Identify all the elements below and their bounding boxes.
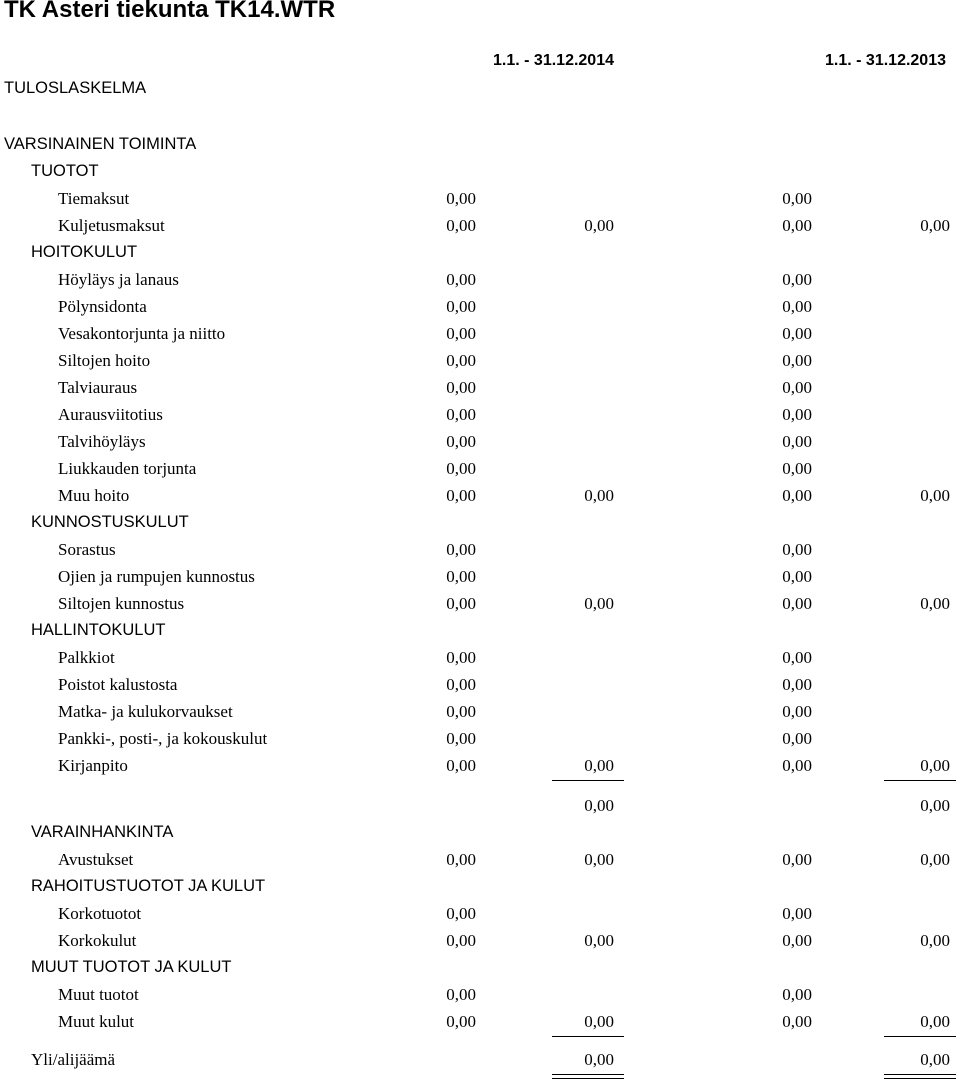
line-item-label: Tiemaksut xyxy=(58,189,130,208)
line-item-row xyxy=(0,698,960,725)
amount-2014-detail: 0,00 xyxy=(446,459,476,478)
amount-2013-detail: 0,00 xyxy=(782,189,812,208)
amount-2013-detail: 0,00 xyxy=(782,297,812,316)
section-heading: HALLINTOKULUT xyxy=(31,621,166,639)
amount-2014-detail: 0,00 xyxy=(446,486,476,505)
amount-2013-detail: 0,00 xyxy=(782,702,812,721)
line-item-label: Höyläys ja lanaus xyxy=(58,270,179,289)
section-heading-row xyxy=(0,131,960,158)
amount-2014-subtotal: 0,00 xyxy=(584,756,614,775)
section-heading-row xyxy=(0,819,960,846)
statement-title-row xyxy=(0,75,960,102)
amount-2013-detail: 0,00 xyxy=(782,985,812,1004)
amount-2013-detail: 0,00 xyxy=(782,405,812,424)
line-item-label: Talviauraus xyxy=(58,378,138,397)
amount-2014-subtotal: 0,00 xyxy=(584,594,614,613)
total-double-rule xyxy=(552,1078,624,1079)
line-item-label: Muut tuotot xyxy=(58,985,139,1004)
amount-2014-detail: 0,00 xyxy=(446,931,476,950)
amount-2013-detail: 0,00 xyxy=(782,324,812,343)
amount-2013-subtotal: 0,00 xyxy=(920,796,950,815)
line-item-row xyxy=(0,644,960,671)
line-item-row xyxy=(0,347,960,374)
line-item-label: Liukkauden torjunta xyxy=(58,459,197,478)
amount-2013-detail: 0,00 xyxy=(782,648,812,667)
amount-2013-subtotal: 0,00 xyxy=(920,850,950,869)
period-header-2013: 1.1. - 31.12.2013 xyxy=(825,52,946,69)
line-item-row xyxy=(0,563,960,590)
amount-2014-detail: 0,00 xyxy=(446,904,476,923)
amount-2014-detail: 0,00 xyxy=(446,648,476,667)
line-item-label: Ojien ja rumpujen kunnostus xyxy=(58,567,255,586)
amount-2014-detail: 0,00 xyxy=(446,567,476,586)
line-item-row xyxy=(0,846,960,873)
amount-2014-subtotal: 0,00 xyxy=(584,216,614,235)
section-heading-row xyxy=(0,954,960,981)
amount-2013-detail: 0,00 xyxy=(782,270,812,289)
amount-2013-detail: 0,00 xyxy=(782,675,812,694)
amount-2013-subtotal: 0,00 xyxy=(920,756,950,775)
line-item-row xyxy=(0,900,960,927)
amount-2013-detail: 0,00 xyxy=(782,378,812,397)
period-header-2014: 1.1. - 31.12.2014 xyxy=(493,52,614,69)
amount-2014-detail: 0,00 xyxy=(446,216,476,235)
amount-2014-detail: 0,00 xyxy=(446,702,476,721)
line-item-row xyxy=(0,752,960,779)
subtotal-rule xyxy=(552,1074,624,1075)
amount-2013-detail: 0,00 xyxy=(782,459,812,478)
amount-2014-detail: 0,00 xyxy=(446,985,476,1004)
subtotal-rule xyxy=(552,780,624,781)
line-item-label: Muut kulut xyxy=(58,1012,135,1031)
amount-2014-detail: 0,00 xyxy=(446,540,476,559)
amount-2014-detail: 0,00 xyxy=(446,594,476,613)
amount-2013-subtotal: 0,00 xyxy=(920,594,950,613)
amount-2014-detail: 0,00 xyxy=(446,351,476,370)
line-item-row xyxy=(0,401,960,428)
amount-2013-subtotal: 0,00 xyxy=(920,216,950,235)
line-item-label: Matka- ja kulukorvaukset xyxy=(58,702,233,721)
amount-2014-detail: 0,00 xyxy=(446,675,476,694)
amount-2014-detail: 0,00 xyxy=(446,405,476,424)
line-item-row xyxy=(0,981,960,1008)
amount-2013-detail: 0,00 xyxy=(782,432,812,451)
subtotal-rule xyxy=(552,1036,624,1037)
line-item-label: Talvihöyläys xyxy=(58,432,146,451)
amount-2013-detail: 0,00 xyxy=(782,540,812,559)
amount-2013-detail: 0,00 xyxy=(782,486,812,505)
section-heading: VARSINAINEN TOIMINTA xyxy=(4,135,197,153)
line-item-label: Kirjanpito xyxy=(58,756,128,775)
line-item-row xyxy=(0,374,960,401)
subtotal-rule xyxy=(884,1036,956,1037)
line-item-row xyxy=(0,1008,960,1035)
line-item-label: Sorastus xyxy=(58,540,116,559)
section-heading: KUNNOSTUSKULUT xyxy=(31,513,189,531)
line-item-label: Yli/alijäämä xyxy=(31,1050,116,1069)
line-item-row xyxy=(0,320,960,347)
amount-2013-subtotal: 0,00 xyxy=(920,1050,950,1069)
line-item-label: Pankki-, posti-, ja kokouskulut xyxy=(58,729,268,748)
subtotal-rule xyxy=(884,780,956,781)
line-item-row xyxy=(0,266,960,293)
line-item-label: Kuljetusmaksut xyxy=(58,216,165,235)
amount-2013-detail: 0,00 xyxy=(782,729,812,748)
line-item-row xyxy=(0,725,960,752)
line-item-row xyxy=(0,536,960,563)
section-heading: MUUT TUOTOT JA KULUT xyxy=(31,958,232,976)
amount-2014-subtotal: 0,00 xyxy=(584,1050,614,1069)
amount-2013-subtotal: 0,00 xyxy=(920,931,950,950)
line-item-label: Pölynsidonta xyxy=(58,297,147,316)
section-heading: VARAINHANKINTA xyxy=(31,823,174,841)
statement-title: TULOSLASKELMA xyxy=(4,79,147,97)
document-title: TK Asteri tiekunta TK14.WTR xyxy=(4,0,336,23)
amount-2014-subtotal: 0,00 xyxy=(584,850,614,869)
amount-2013-detail: 0,00 xyxy=(782,567,812,586)
line-item-row xyxy=(0,792,960,819)
amount-2014-detail: 0,00 xyxy=(446,324,476,343)
line-item-label: Avustukset xyxy=(58,850,134,869)
amount-2014-subtotal: 0,00 xyxy=(584,796,614,815)
amount-2014-detail: 0,00 xyxy=(446,378,476,397)
line-item-row xyxy=(0,927,960,954)
line-item-label: Palkkiot xyxy=(58,648,115,667)
line-item-label: Korkokulut xyxy=(58,931,137,950)
amount-2014-detail: 0,00 xyxy=(446,1012,476,1031)
amount-2014-detail: 0,00 xyxy=(446,270,476,289)
line-item-row xyxy=(0,671,960,698)
amount-2013-detail: 0,00 xyxy=(782,904,812,923)
section-heading: TUOTOT xyxy=(31,162,99,180)
line-item-row xyxy=(0,590,960,617)
amount-2013-detail: 0,00 xyxy=(782,931,812,950)
section-heading-row xyxy=(0,158,960,185)
line-item-row xyxy=(0,212,960,239)
line-item-row xyxy=(0,185,960,212)
line-item-label: Siltojen kunnostus xyxy=(58,594,185,613)
line-item-row xyxy=(0,455,960,482)
amount-2014-subtotal: 0,00 xyxy=(584,931,614,950)
amount-2014-detail: 0,00 xyxy=(446,729,476,748)
line-item-label: Korkotuotot xyxy=(58,904,142,923)
line-item-label: Poistot kalustosta xyxy=(58,675,178,694)
amount-2014-detail: 0,00 xyxy=(446,756,476,775)
total-double-rule xyxy=(884,1078,956,1079)
line-item-label: Siltojen hoito xyxy=(58,351,151,370)
line-item-row xyxy=(0,428,960,455)
amount-2013-subtotal: 0,00 xyxy=(920,1012,950,1031)
amount-2014-detail: 0,00 xyxy=(446,297,476,316)
amount-2014-detail: 0,00 xyxy=(446,850,476,869)
amount-2013-detail: 0,00 xyxy=(782,351,812,370)
amount-2013-detail: 0,00 xyxy=(782,216,812,235)
amount-2013-detail: 0,00 xyxy=(782,756,812,775)
line-item-row xyxy=(0,482,960,509)
line-item-label: Muu hoito xyxy=(58,486,130,505)
line-item-row xyxy=(0,1046,960,1073)
section-heading: HOITOKULUT xyxy=(31,243,138,261)
section-heading-row xyxy=(0,873,960,900)
amount-2014-detail: 0,00 xyxy=(446,432,476,451)
line-item-row xyxy=(0,293,960,320)
amount-2013-detail: 0,00 xyxy=(782,594,812,613)
section-heading-row xyxy=(0,509,960,536)
amount-2014-subtotal: 0,00 xyxy=(584,1012,614,1031)
section-heading-row xyxy=(0,239,960,266)
line-item-label: Aurausviitotius xyxy=(58,405,163,424)
amount-2013-detail: 0,00 xyxy=(782,1012,812,1031)
subtotal-rule xyxy=(884,1074,956,1075)
amount-2014-subtotal: 0,00 xyxy=(584,486,614,505)
line-item-label: Vesakontorjunta ja niitto xyxy=(58,324,226,343)
amount-2013-subtotal: 0,00 xyxy=(920,486,950,505)
amount-2014-detail: 0,00 xyxy=(446,189,476,208)
amount-2013-detail: 0,00 xyxy=(782,850,812,869)
section-heading: RAHOITUSTUOTOT JA KULUT xyxy=(31,877,266,895)
section-heading-row xyxy=(0,617,960,644)
